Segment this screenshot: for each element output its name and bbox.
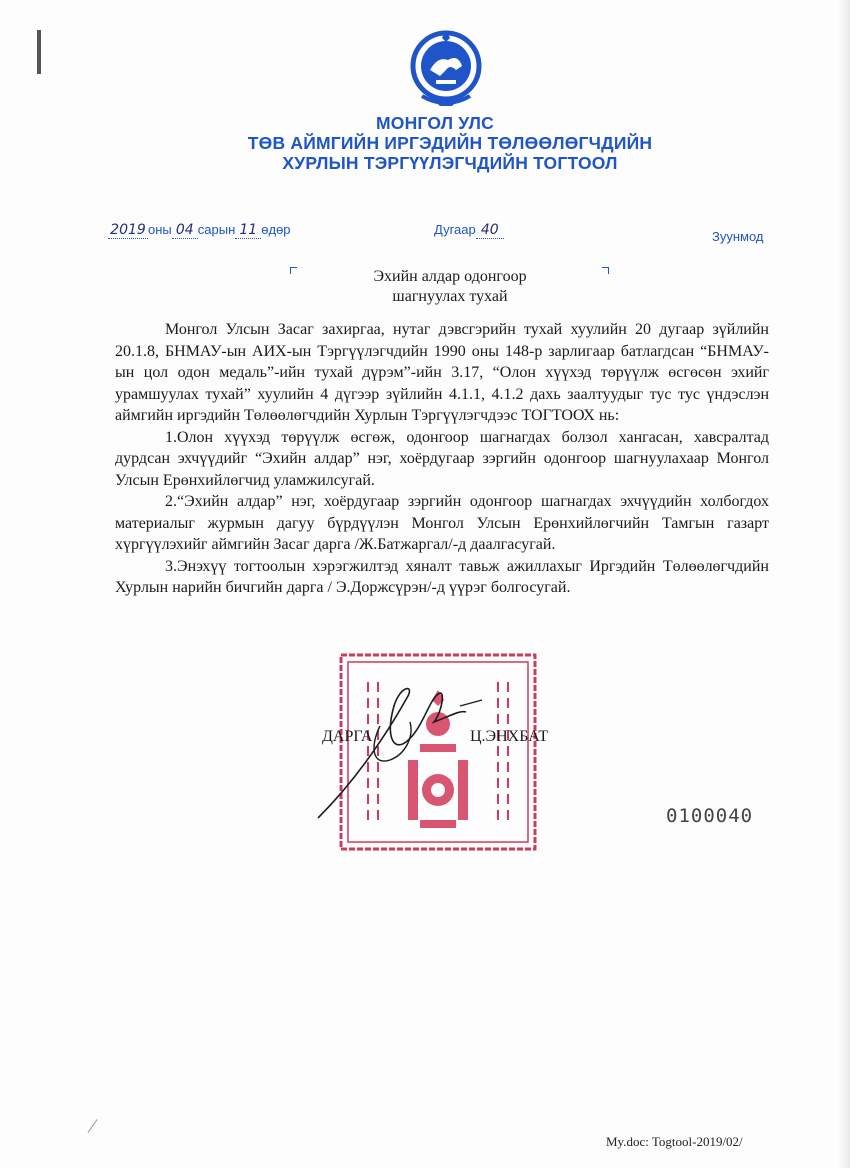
resolution-number: 40: [476, 222, 504, 239]
subject-corner-left: [290, 267, 297, 274]
date-year: 2019: [108, 222, 148, 239]
scan-mark: [37, 30, 41, 74]
date-field: [108, 222, 291, 239]
subject-line-2: шагнуулах тухай: [392, 288, 508, 305]
body-preamble: Монгол Улсын Засаг захиргаа, нутаг дэвсгэрийн тухай хуулийн 20 дугаар зүйлийн 20.1.8, БНМАУ-ын АИХ-ын Тэргүүлэгчдийн 1990 оны 148-р зарлигаар батлагдсан “БНМАУ-ын цол одон медаль”-ийн тухай дүрэм”-ийн 3.17, “Олон хүүхэд төрүүлж өсгөсөн эхийг урамшуулах тухай” хуулийн 4 дүгээр зүйлийн 4.1.1, 4.1.2 дахь заалтуудыг тус тус үндэслэн аймгийн иргэдийн Төлөөлөгчдийн Хурлын Тэргүүлэгчдээс ТОГТООХ нь:: [115, 321, 769, 424]
subject-line-1: Эхийн алдар одонгоор: [373, 268, 527, 285]
signatory-name: Ц.ЭНХБАТ: [470, 728, 549, 745]
header-country: МОНГОЛ УЛС: [376, 113, 494, 133]
resolution-body: [115, 319, 769, 599]
number-field: [434, 222, 504, 239]
scan-tick-mark: [88, 1119, 98, 1133]
handwritten-signature: [310, 676, 500, 826]
date-day: 11: [235, 222, 261, 239]
date-month-suffix: сарын: [197, 222, 236, 237]
number-label: Дугаар: [434, 222, 476, 237]
document-footer: My.doc: Togtool-2019/02/: [606, 1134, 743, 1149]
state-emblem-icon: [408, 26, 484, 110]
date-year-suffix: оны: [148, 222, 172, 237]
document-serial-number: 0100040: [666, 805, 754, 827]
date-month: 04: [172, 222, 198, 239]
page-edge-shadow: [838, 0, 850, 1168]
header-council: ТӨВ АЙМГИЙН ИРГЭДИЙН ТӨЛӨӨЛӨГЧДИЙН: [247, 133, 653, 153]
body-item-3: 3.Энэхүү тогтоолын хэрэгжилтэд хяналт тавьж ажиллахыг Иргэдийн Төлөөлөгчдийн Хурлын нарийн бичгийн дарга / Э.Доржсүрэн/-д үүрэг болгосугай.: [115, 557, 769, 596]
body-item-1: 1.Олон хүүхэд төрүүлж өсгөж, одонгоор шагнагдах болзол хангасан, хавсралтад дурдсан эхчүүдийг “Эхийн алдар” нэг, хоёрдугаар зэргийн одонгоор шагнуулахаар Монгол Улсын Ерөнхийлөгчид уламжилсугай.: [115, 428, 769, 489]
header-resolution-title: ХУРЛЫН ТЭРГҮҮЛЭГЧДИЙН ТОГТООЛ: [282, 153, 618, 173]
place-name: Зуунмод: [712, 229, 764, 244]
body-item-2: 2.“Эхийн алдар” нэг, хоёрдугаар зэргийн одонгоор шагнагдах эхчүүдийн холбогдох материалыг журмын дагуу бүрдүүлэн Монгол Улсын Ерөнхийлөгчийн Тамгын газарт хүргүүлэхийг аймгийн Засаг дарга /Ж.Батжаргал/-д даалгасугай.: [115, 493, 769, 553]
date-day-suffix: өдөр: [261, 222, 291, 237]
signatory-title: ДАРГА: [322, 728, 373, 745]
subject-corner-right: [602, 267, 609, 274]
